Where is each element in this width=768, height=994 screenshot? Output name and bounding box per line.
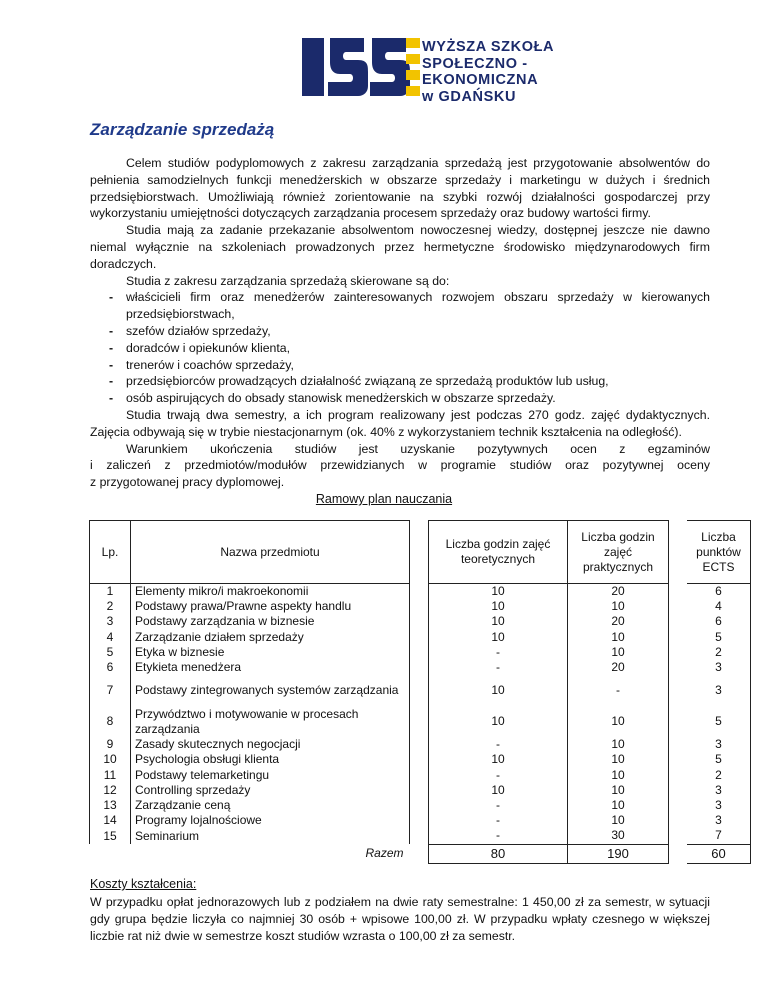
cell-lp: 1 xyxy=(90,584,131,600)
total-label: Razem xyxy=(365,846,404,861)
costs-heading: Koszty kształcenia: xyxy=(90,877,197,891)
table-row xyxy=(90,706,751,737)
table-row xyxy=(90,675,751,706)
cell-practice: 20 xyxy=(568,614,669,629)
cell-practice: 10 xyxy=(568,783,669,798)
cell-name: Podstawy zintegrowanych systemów zarządzania xyxy=(131,675,410,706)
cell-theory: - xyxy=(429,768,568,783)
completion-line-3: z przygotowanej pracy dyplomowej. xyxy=(90,475,285,490)
cell-practice: 30 xyxy=(568,828,669,844)
cell-practice: 10 xyxy=(568,630,669,645)
cell-ects: 5 xyxy=(687,752,751,767)
cell-name: Elementy mikro/i makroekonomii xyxy=(131,584,410,600)
cell-practice: 20 xyxy=(568,584,669,600)
list-item: - przedsiębiorców prowadzących działalność związaną ze sprzedażą produktów lub usług, xyxy=(109,374,609,389)
cell-theory: 10 xyxy=(429,675,568,706)
cell-theory: 10 xyxy=(429,630,568,645)
cell-ects: 6 xyxy=(687,584,751,600)
cell-lp: 8 xyxy=(90,706,131,737)
cell-lp: 15 xyxy=(90,828,131,844)
cell-theory: - xyxy=(429,798,568,813)
table-row xyxy=(90,737,751,752)
cell-practice: 10 xyxy=(568,645,669,660)
cell-lp: 11 xyxy=(90,768,131,783)
logo-line-1: WYŻSZA SZKOŁA xyxy=(422,39,555,55)
cell-lp: 14 xyxy=(90,813,131,828)
page-title: Zarządzanie sprzedażą xyxy=(90,120,275,139)
cell-ects: 3 xyxy=(687,737,751,752)
cell-theory: - xyxy=(429,813,568,828)
table-row xyxy=(90,828,751,844)
cell-ects: 3 xyxy=(687,783,751,798)
cell-lp: 9 xyxy=(90,737,131,752)
cell-ects: 2 xyxy=(687,645,751,660)
cell-name: Programy lojalnościowe xyxy=(131,813,410,828)
total-theory: 80 xyxy=(429,844,568,863)
header-theory: Liczba godzin zajęć teoretycznych xyxy=(429,521,568,584)
cell-theory: 10 xyxy=(429,706,568,737)
cell-ects: 3 xyxy=(687,675,751,706)
table-row xyxy=(90,660,751,675)
logo-line-2: SPOŁECZNO - xyxy=(422,55,528,72)
cell-name: Controlling sprzedaży xyxy=(131,783,410,798)
cell-ects: 3 xyxy=(687,798,751,813)
table-total-row xyxy=(90,844,751,863)
header-lp: Lp. xyxy=(90,521,131,584)
list-item: - szefów działów sprzedaży, xyxy=(109,323,271,338)
logo-line-4: w GDAŃSKU xyxy=(422,88,517,105)
cell-theory: 10 xyxy=(429,584,568,600)
cell-ects: 2 xyxy=(687,768,751,783)
table-row xyxy=(90,645,751,660)
cell-theory: 10 xyxy=(429,614,568,629)
cell-ects: 6 xyxy=(687,614,751,629)
cell-theory: - xyxy=(429,645,568,660)
cell-practice: - xyxy=(568,675,669,706)
cell-name: Etykieta menedżera xyxy=(131,660,410,675)
cell-practice: 20 xyxy=(568,660,669,675)
cell-name: Podstawy prawa/Prawne aspekty handlu xyxy=(131,599,410,614)
cell-lp: 12 xyxy=(90,783,131,798)
cell-practice: 10 xyxy=(568,798,669,813)
cell-practice: 10 xyxy=(568,737,669,752)
table-row xyxy=(90,768,751,783)
table-header-row xyxy=(90,521,751,584)
cell-name: Zarządzanie działem sprzedaży xyxy=(131,630,410,645)
cell-practice: 10 xyxy=(568,599,669,614)
cell-ects: 3 xyxy=(687,813,751,828)
cell-theory: - xyxy=(429,828,568,844)
cell-theory: - xyxy=(429,737,568,752)
cell-theory: 10 xyxy=(429,783,568,798)
cell-ects: 4 xyxy=(687,599,751,614)
description-body xyxy=(90,155,710,491)
cell-lp: 13 xyxy=(90,798,131,813)
total-ects: 60 xyxy=(687,844,751,863)
logo-line-3: EKONOMICZNA xyxy=(422,72,539,88)
cell-practice: 10 xyxy=(568,768,669,783)
cell-theory: 10 xyxy=(429,752,568,767)
table-row xyxy=(90,614,751,629)
table-row xyxy=(90,798,751,813)
audience-list xyxy=(90,289,710,407)
table-row xyxy=(90,813,751,828)
curriculum-table xyxy=(89,520,751,864)
cell-practice: 10 xyxy=(568,706,669,737)
completion-line-2: i zaliczeń z przedmiotów/modułów przewidzianych w programie studiów oraz pozytywnej oceny xyxy=(90,458,710,473)
cell-name: Przywództwo i motywowanie w procesach zarządzania xyxy=(131,706,410,737)
cell-lp: 10 xyxy=(90,752,131,767)
header-name: Nazwa przedmiotu xyxy=(131,521,410,584)
duration-paragraph: Studia trwają dwa semestry, a ich program realizowany jest podczas 270 godz. zajęć dydaktycznych. Zajęcia odbywają się w trybie niestacjonarnym (ok. 40% z wykorzystaniem technik kształcenia na odległość). xyxy=(90,407,710,439)
cell-name: Psychologia obsługi klienta xyxy=(131,752,410,767)
completion-line-1: Warunkiem ukończenia studiów jest uzyskanie pozytywnych ocen z egzaminów xyxy=(126,441,710,456)
cell-name: Etyka w biznesie xyxy=(131,645,410,660)
total-practice: 190 xyxy=(568,844,669,863)
cell-lp: 2 xyxy=(90,599,131,614)
list-item: - właścicieli firm oraz menedżerów zainteresowanych rozwojem obszaru sprzedaży w kierowanych przedsiębiorstwach, xyxy=(109,290,710,322)
university-logo xyxy=(302,36,554,116)
intro-paragraph-1: Celem studiów podyplomowych z zakresu zarządzania sprzedażą jest przygotowanie absolwentów do pełnienia samodzielnych funkcji menedżerskich w obszarze sprzedaży i marketingu w dużych i średnich przedsiębiorstwach. Umożliwiają również zorientowanie na szybki rozwój działalności gospodarczej przy wykorzystaniu umiejętności dotyczących zarządzania procesem sprzedaży oraz budowy wartości firmy. xyxy=(90,156,710,221)
logo-wordmark xyxy=(422,39,554,105)
list-item: - doradców i opiekunów klienta, xyxy=(109,340,291,355)
cell-lp: 6 xyxy=(90,660,131,675)
cell-lp: 3 xyxy=(90,614,131,629)
header-ects: Liczba punktów ECTS xyxy=(687,521,751,584)
cell-practice: 10 xyxy=(568,752,669,767)
audience-lead: Studia z zakresu zarządzania sprzedażą skierowane są do: xyxy=(126,273,450,288)
table-row xyxy=(90,752,751,767)
cell-theory: 10 xyxy=(429,599,568,614)
plan-title: Ramowy plan nauczania xyxy=(315,492,453,506)
cell-ects: 5 xyxy=(687,630,751,645)
cell-name: Zarządzanie ceną xyxy=(131,798,410,813)
cell-ects: 5 xyxy=(687,706,751,737)
cell-name: Zasady skutecznych negocjacji xyxy=(131,737,410,752)
cell-theory: - xyxy=(429,660,568,675)
cell-lp: 4 xyxy=(90,630,131,645)
cell-ects: 7 xyxy=(687,828,751,844)
cell-name: Podstawy zarządzania w biznesie xyxy=(131,614,410,629)
table-row xyxy=(90,630,751,645)
list-item: - trenerów i coachów sprzedaży, xyxy=(109,357,294,372)
cell-lp: 5 xyxy=(90,645,131,660)
wsse-logo-mark-icon xyxy=(302,36,422,116)
cell-name: Seminarium xyxy=(131,828,410,844)
cell-practice: 10 xyxy=(568,813,669,828)
header-practice: Liczba godzin zajęć praktycznych xyxy=(568,521,669,584)
costs-paragraph: W przypadku opłat jednorazowych lub z podziałem na dwie raty semestralne: 1 450,00 zł za semestr, w sytuacji gdy grupa będzie liczyła co najmniej 30 osób + wpisowe 100,00 zł. W przypadku wpłaty czesnego w większej liczbie rat niż dwie w semestrze koszt studiów wzrasta o 100,00 zł za semestr. xyxy=(90,895,710,943)
table-row xyxy=(90,584,751,600)
table-row xyxy=(90,783,751,798)
list-item: - osób aspirujących do obsady stanowisk menedżerskich w obszarze sprzedaży. xyxy=(109,391,556,406)
cell-lp: 7 xyxy=(90,675,131,706)
table-row xyxy=(90,599,751,614)
intro-paragraph-2: Studia mają za zadanie przekazanie absolwentom nowoczesnej wiedzy, dostępnej jeszcze nie dawno niemal wyłącznie na szkoleniach prowadzonych przez hermetyczne środowisko międzynarodowych firm doradczych. xyxy=(90,223,710,271)
cell-ects: 3 xyxy=(687,660,751,675)
cell-name: Podstawy telemarketingu xyxy=(131,768,410,783)
